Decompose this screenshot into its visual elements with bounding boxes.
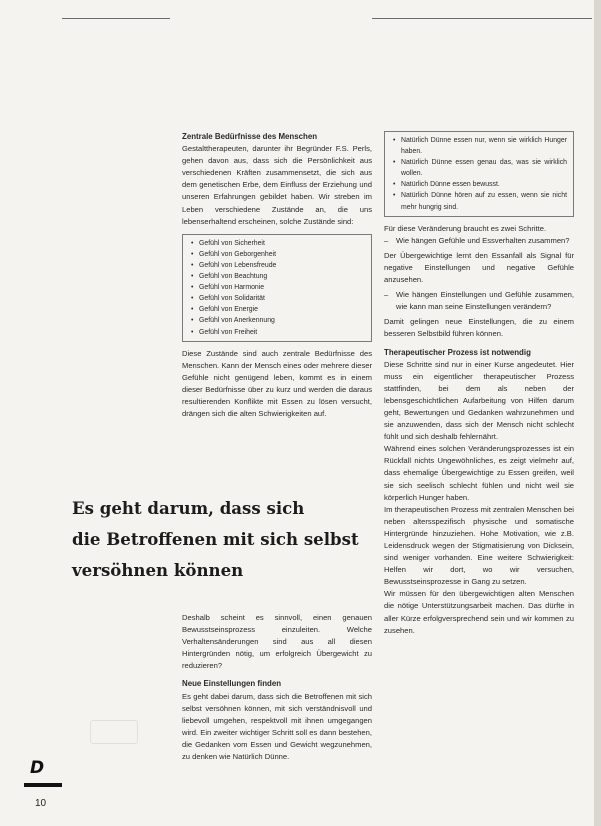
intro-paragraph: Gestalttherapeuten, darunter ihr Begründer F.S. Perls, gehen davon aus, dass sich die Persönlichkeit aus verschiedenen Kräften zusammensetzt, die sich aus dem genetischen Erbe, dem Einfluss der Erziehung und unseren Erfahrungen gebildet haben. Wir streben im Leben verschiedene Zustände an, die uns lebenserhaltend erscheinen, solche Zustände sind: bbox=[182, 144, 372, 226]
thin-people-box bbox=[384, 131, 574, 217]
page-number: 10 bbox=[35, 798, 47, 809]
pull-quote-line: Es geht darum, dass sich bbox=[72, 498, 305, 518]
attitudes-paragraph: Es geht dabei darum, dass sich die Betroffenen mit sich selbst versöhnen können, mit sich verständnisvoll und liebevoll umgehen, respektvoll mit ihnen umgegangen wird. Ein zweiter wichtiger Schritt soll es dann bestehen, die Gedanken vom Essen und Gewicht wegzunehmen, zu denken wie Natürlich Dünne. bbox=[182, 691, 372, 762]
left-column-lower bbox=[182, 612, 372, 763]
thin-people-list bbox=[391, 135, 567, 213]
question-list-2 bbox=[384, 289, 574, 313]
selfimage-paragraph: Damit gelingen neue Einstellungen, die zu einem besseren Selbstbild führen können. bbox=[384, 317, 574, 339]
feeling-item: • Gefühl von Lebensfreude bbox=[199, 260, 365, 271]
thin-people-item: • Natürlich Dünne hören auf zu essen, wenn sie nicht mehr hungrig sind. bbox=[401, 190, 567, 212]
top-rule-left bbox=[62, 18, 170, 19]
thin-people-item: • Natürlich Dünne essen bewusst. bbox=[401, 179, 567, 190]
feeling-item: • Gefühl von Anerkennung bbox=[199, 315, 365, 326]
signal-paragraph: Der Übergewichtige lernt den Essanfall als Signal für negative Einstellungen und negative Gefühle anzusehen. bbox=[384, 250, 574, 285]
elderly-paragraph: Im therapeutischen Prozess mit zentralen Menschen bei neben altersspezifisch physische und somatische Hintergründe hinzuziehen. Hohe Motivation, wie z.B. Leidensdruck wegen der Stigmatisierung von Dicksein, sind weniger vorhanden. Eine weitere Schwierigkeit: Helfen wir dort, wo wir versuchen, Bewusstseinsprozesse in Gang zu setzen. bbox=[384, 504, 574, 587]
feeling-item: • Gefühl von Energie bbox=[199, 304, 365, 315]
question-list-1 bbox=[384, 235, 574, 247]
two-steps-paragraph: Für diese Veränderung braucht es zwei Schritte. bbox=[384, 223, 547, 233]
section-heading-therapy: Therapeutischer Prozess ist notwendig bbox=[384, 347, 531, 357]
feelings-list bbox=[189, 238, 365, 338]
therapy-paragraph: Diese Schritte sind nur in einer Kurse angedeutet. Hier muss ein eigentlicher therapeutischer Prozess stattfinden, bei dem als neben der lebensgeschichtlichen Aufarbeitung von Hilfen darum geht, Bewertungen und Gedanken wahrzunehmen und sie anzuwenden, dass sich der Mensch nicht schlecht fühlt und sich deshalb fehlernährt. bbox=[384, 359, 574, 442]
question-item: – Wie hängen Einstellungen und Gefühle zusammen, wie kann man seine Einstellungen verändern? bbox=[384, 289, 574, 313]
relapse-paragraph: Während eines solchen Veränderungsprozesses ist ein Rückfall nichts Ungewöhnliches, es zeigt vielmehr auf, dass ehemalige Übergewichtige zu Essen greifen, weil sie sich seelisch schlecht fühlen und nicht weil sie körperlich Hunger haben. bbox=[384, 444, 574, 502]
section-heading-needs: Zentrale Bedürfnisse des Menschen bbox=[182, 132, 318, 141]
feeling-item: • Gefühl von Freiheit bbox=[199, 327, 365, 338]
feeling-item: • Gefühl von Geborgenheit bbox=[199, 249, 365, 260]
feeling-item: • Gefühl von Solidarität bbox=[199, 293, 365, 304]
feeling-item: • Gefühl von Sicherheit bbox=[199, 238, 365, 249]
support-paragraph: Wir müssen für den übergewichtigen alten Menschen die nötige Unterstützungsarbeit machen. Das dürfte in aller Kürze erfolgversprechend sein und wir kommen zu zusehen. bbox=[384, 589, 574, 635]
feeling-item: • Gefühl von Harmonie bbox=[199, 282, 365, 293]
left-column bbox=[182, 131, 372, 420]
section-heading-new-attitudes: Neue Einstellungen finden bbox=[182, 679, 282, 689]
pull-quote bbox=[72, 493, 362, 586]
pull-quote-line: die Betroffenen mit sich selbst bbox=[72, 529, 359, 549]
pull-quote-line: versöhnen können bbox=[72, 560, 244, 580]
chapter-logo: D bbox=[30, 758, 45, 778]
feelings-box bbox=[182, 234, 372, 342]
page-edge-shadow bbox=[594, 0, 601, 826]
needs-paragraph: Diese Zustände sind auch zentrale Bedürfnisse des Menschen. Kann der Mensch eines oder mehrere dieser Gefühle nicht genügend leben, kommt es in einem dieser Bedürfnisse über zu kurz und werden die daraus resultierenden Konflikte mit Essen zu lösen versucht, drängen sich die alten Schwierigkeiten auf. bbox=[182, 348, 372, 419]
right-column bbox=[384, 131, 574, 637]
faint-stamp-mark bbox=[90, 720, 138, 744]
feeling-item: • Gefühl von Beachtung bbox=[199, 271, 365, 282]
thin-people-item: • Natürlich Dünne essen genau das, was sie wirklich wollen. bbox=[401, 157, 567, 179]
process-paragraph: Deshalb scheint es sinnvoll, einen genauen Bewusstseinsprozess einzuleiten. Welche Verhaltensänderungen sind aus all diesen Hintergründen nötig, um erfolgreich Übergewicht zu reduzieren? bbox=[182, 613, 372, 671]
chapter-logo-bar bbox=[24, 783, 62, 787]
top-rule-right bbox=[372, 18, 592, 19]
question-item: – Wie hängen Gefühle und Essverhalten zusammen? bbox=[384, 235, 574, 247]
thin-people-item: • Natürlich Dünne essen nur, wenn sie wirklich Hunger haben. bbox=[401, 135, 567, 157]
